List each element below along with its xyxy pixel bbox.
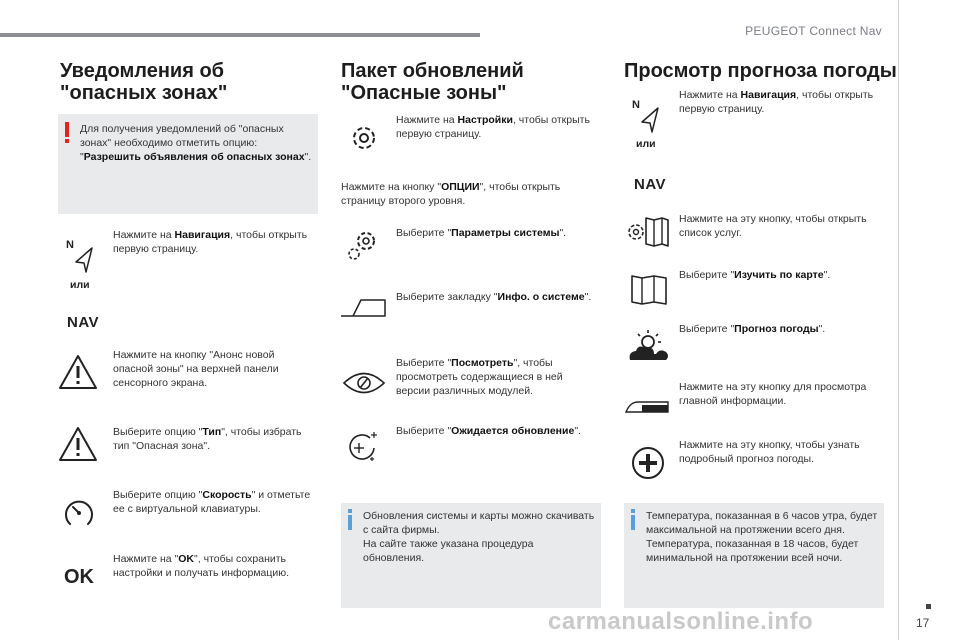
col1-step2-text: Нажмите на кнопку "Анонс новой опасной зоны" на верхней панели сенсорного экрана. [113,349,279,389]
col2-step6-text: Выберите "Ожидается обновление". [396,425,581,437]
svg-text:N: N [632,99,640,111]
info-mark-icon [347,509,353,536]
system-settings-icon [346,228,382,267]
brand-label: PEUGEOT Connect Nav [745,24,882,38]
col3-info-text: Температура, показанная в 6 часов утра, будет максимальной на протяжении всего дня. Температура, показанная в 18 часов, будет минимальной на протяжении всей ночи. [646,510,878,564]
weather-tab-icon [624,396,670,423]
svg-text:N: N [66,239,74,251]
col3-step4-text: Выберите "Прогноз погоды". [679,323,826,335]
map-icon [630,272,668,313]
col1-or-label: или [70,279,90,291]
page-number: 17 [916,616,930,630]
col3-nav-label: NAV [634,176,667,193]
pending-update-icon [344,428,380,469]
danger-triangle-icon [58,354,98,395]
services-map-icon [626,214,670,255]
col2-step1-text: Нажмите на Настройки, чтобы открыть первую страницу. [396,114,590,140]
speedometer-icon [62,496,96,535]
col1-title: Уведомления об "опасных зонах" [60,60,228,104]
warning-mark-icon [64,122,70,149]
col3-title: Просмотр прогноза погоды [624,60,897,82]
col3-step1-text: Нажмите на Навигация, чтобы открыть первую страницу. [679,89,874,115]
col3-step5-text: Нажмите на эту кнопку для просмотра главной информации. [679,381,867,407]
ok-label: OK [64,566,94,588]
weather-icon [626,328,670,369]
col3-or-label: или [636,138,656,150]
settings-gear-icon [348,122,380,159]
page-sidebar [898,0,960,640]
col2-title: Пакет обновлений "Опасные зоны" [341,60,524,104]
col1-nav-label: NAV [67,314,100,331]
col3-step6-text: Нажмите на эту кнопку, чтобы узнать подробный прогноз погоды. [679,439,860,465]
sidebar-rule [898,0,899,640]
col2-step4-text: Выберите закладку "Инфо. о системе". [396,291,592,303]
col2-step3-text: Выберите "Параметры системы". [396,227,567,239]
col1-step5-text: Нажмите на "OK", чтобы сохранить настройки и получать информацию. [113,553,290,579]
danger-type-icon [58,426,98,467]
watermark: carmanualsonline.info [548,608,814,635]
col3-step3-text: Выберите "Изучить по карте". [679,269,831,281]
header-rule [0,33,480,37]
col1-step1-text: Нажмите на Навигация, чтобы открыть первую страницу. [113,229,308,255]
col1-warning-text: Для получения уведомлений об "опасных зонах" необходимо отметить опцию: "Разрешить объявления об опасных зонах". [80,123,312,163]
tab-folder-icon [339,296,389,325]
page-bullet [926,604,931,609]
info-mark-icon [630,509,636,536]
col2-info-text: Обновления системы и карты можно скачивать с сайта фирмы. На сайте также указана процедура обновления. [363,510,595,564]
col1-step4-text: Выберите опцию "Скорость" и отметьте ее с виртуальной клавиатуры. [113,489,311,515]
col2-step5-text: Выберите "Посмотреть", чтобы просмотреть содержащиеся в ней версии различных модулей. [396,357,563,397]
add-plus-icon [631,446,665,485]
navigation-arrow-icon [630,96,666,141]
navigation-arrow-icon [64,236,100,281]
col2-step2-text: Нажмите на кнопку "ОПЦИИ", чтобы открыть страницу второго уровня. [341,181,561,207]
eye-view-icon [342,368,386,403]
col3-step2-text: Нажмите на эту кнопку, чтобы открыть список услуг. [679,213,867,239]
col1-step3-text: Выберите опцию "Тип", чтобы избрать тип "Опасная зона". [113,426,302,452]
